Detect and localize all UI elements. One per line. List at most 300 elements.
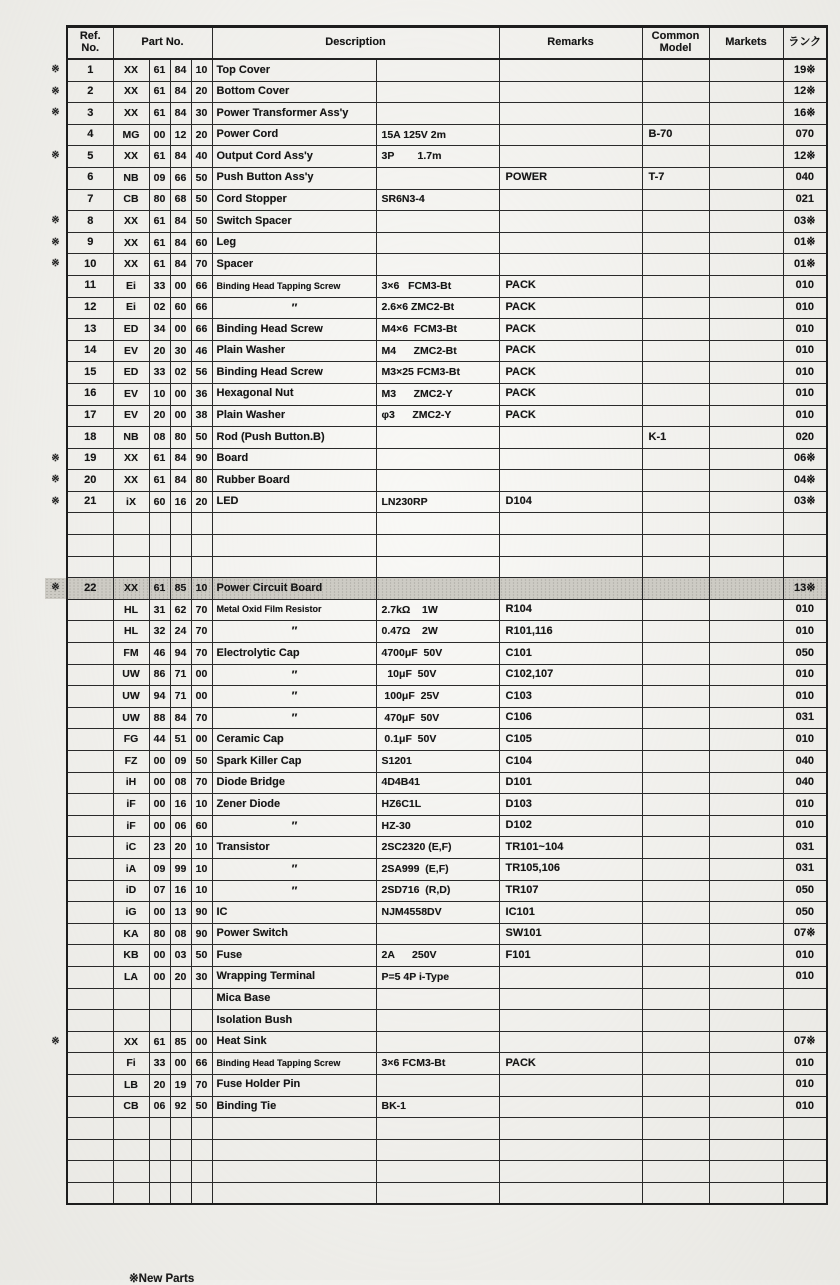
cell-part-no-seg3: 60 — [170, 297, 191, 319]
table-row — [45, 167, 827, 189]
cell-spec: M4 ZMC2-Bt — [376, 340, 499, 362]
cell-markets — [709, 383, 783, 405]
cell-markets — [709, 902, 783, 924]
cell-part-no-seg4: 50 — [191, 751, 212, 773]
cell-spec: 4700μF 50V — [376, 643, 499, 665]
header-remarks: Remarks — [499, 27, 642, 60]
cell-ref-no: 6 — [67, 167, 113, 189]
cell-part-no-seg3 — [170, 1010, 191, 1032]
table-row — [45, 729, 827, 751]
cell-part-no-seg3: 00 — [170, 319, 191, 341]
gutter-spacer — [45, 556, 67, 578]
cell-remarks: C101 — [499, 643, 642, 665]
cell-markets — [709, 535, 783, 557]
cell-remarks — [499, 1010, 642, 1032]
cell-part-no-seg1: KA — [113, 923, 149, 945]
table-row — [45, 1161, 827, 1183]
cell-common-model — [642, 146, 709, 168]
table-header-row — [45, 27, 827, 60]
header-description: Description — [212, 27, 499, 60]
table-row — [45, 772, 827, 794]
cell-part-no-seg2: 00 — [149, 902, 170, 924]
cell-rank: 010 — [783, 405, 827, 427]
cell-markets — [709, 297, 783, 319]
table-row — [45, 1182, 827, 1204]
cell-description — [212, 1182, 376, 1204]
cell-common-model — [642, 340, 709, 362]
cell-part-no-seg2: 61 — [149, 448, 170, 470]
cell-common-model — [642, 103, 709, 125]
cell-part-no-seg2: 80 — [149, 189, 170, 211]
cell-part-no-seg4: 50 — [191, 427, 212, 449]
cell-common-model — [642, 362, 709, 384]
cell-part-no-seg1: NB — [113, 167, 149, 189]
cell-common-model — [642, 1031, 709, 1053]
header-part-no: Part No. — [113, 27, 212, 60]
cell-part-no-seg4 — [191, 513, 212, 535]
cell-common-model — [642, 513, 709, 535]
cell-rank: 010 — [783, 319, 827, 341]
cell-spec: 2.6×6 ZMC2-Bt — [376, 297, 499, 319]
table-row — [45, 1010, 827, 1032]
cell-ref-no: 15 — [67, 362, 113, 384]
cell-markets — [709, 275, 783, 297]
cell-rank: 010 — [783, 599, 827, 621]
cell-spec: M3×25 FCM3-Bt — [376, 362, 499, 384]
cell-markets — [709, 621, 783, 643]
table-row — [45, 815, 827, 837]
cell-rank: 01※ — [783, 254, 827, 276]
cell-part-no-seg4: 50 — [191, 167, 212, 189]
new-part-mark: ※ — [51, 236, 60, 248]
cell-part-no-seg2: 00 — [149, 751, 170, 773]
cell-part-no-seg2: 61 — [149, 59, 170, 81]
cell-part-no-seg3: 03 — [170, 945, 191, 967]
cell-part-no-seg3: 84 — [170, 232, 191, 254]
cell-description: Binding Head Screw — [212, 362, 376, 384]
cell-rank: 03※ — [783, 491, 827, 513]
cell-remarks — [499, 988, 642, 1010]
table-row — [45, 794, 827, 816]
cell-markets — [709, 923, 783, 945]
cell-part-no-seg2: 20 — [149, 340, 170, 362]
cell-ref-no — [67, 1031, 113, 1053]
cell-common-model — [642, 751, 709, 773]
table-row — [45, 578, 827, 600]
cell-remarks: C103 — [499, 686, 642, 708]
cell-description: Transistor — [212, 837, 376, 859]
table-row — [45, 427, 827, 449]
cell-part-no-seg1: ED — [113, 319, 149, 341]
cell-common-model — [642, 405, 709, 427]
cell-ref-no: 11 — [67, 275, 113, 297]
cell-part-no-seg1 — [113, 1182, 149, 1204]
table-row — [45, 362, 827, 384]
cell-rank: 07※ — [783, 1031, 827, 1053]
cell-part-no-seg3: 84 — [170, 448, 191, 470]
cell-remarks: C105 — [499, 729, 642, 751]
cell-part-no-seg1 — [113, 988, 149, 1010]
new-part-mark: ※ — [51, 474, 60, 486]
cell-common-model — [642, 988, 709, 1010]
cell-part-no-seg1: XX — [113, 232, 149, 254]
cell-markets — [709, 966, 783, 988]
cell-part-no-seg3: 71 — [170, 664, 191, 686]
cell-part-no-seg3: 51 — [170, 729, 191, 751]
cell-remarks: PACK — [499, 297, 642, 319]
cell-description: Spacer — [212, 254, 376, 276]
new-part-mark: ※ — [51, 495, 60, 507]
cell-part-no-seg2: 00 — [149, 124, 170, 146]
cell-description: LED — [212, 491, 376, 513]
cell-common-model — [642, 1118, 709, 1140]
cell-description: IC — [212, 902, 376, 924]
cell-markets — [709, 599, 783, 621]
cell-part-no-seg4: 70 — [191, 772, 212, 794]
cell-part-no-seg4: 20 — [191, 491, 212, 513]
cell-part-no-seg2: 80 — [149, 923, 170, 945]
cell-markets — [709, 664, 783, 686]
cell-description: Power Transformer Ass'y — [212, 103, 376, 125]
cell-remarks: C106 — [499, 707, 642, 729]
cell-part-no-seg3: 08 — [170, 772, 191, 794]
cell-spec: M4×6 FCM3-Bt — [376, 319, 499, 341]
cell-ref-no: 22 — [67, 578, 113, 600]
cell-description: Plain Washer — [212, 405, 376, 427]
cell-part-no-seg3 — [170, 513, 191, 535]
cell-spec: 2SC2320 (E,F) — [376, 837, 499, 859]
cell-spec — [376, 578, 499, 600]
cell-common-model — [642, 383, 709, 405]
cell-part-no-seg1 — [113, 513, 149, 535]
cell-part-no-seg2: 02 — [149, 297, 170, 319]
cell-description: Bottom Cover — [212, 81, 376, 103]
cell-part-no-seg3: 84 — [170, 59, 191, 81]
cell-common-model — [642, 902, 709, 924]
table-row — [45, 1096, 827, 1118]
cell-rank: 12※ — [783, 81, 827, 103]
cell-part-no-seg3 — [170, 556, 191, 578]
new-part-mark: ※ — [45, 578, 67, 600]
cell-part-no-seg4 — [191, 535, 212, 557]
cell-description: Power Cord — [212, 124, 376, 146]
gutter-spacer — [45, 27, 67, 60]
cell-description: Rod (Push Button.B) — [212, 427, 376, 449]
table-row — [45, 1074, 827, 1096]
table-row — [45, 448, 827, 470]
table-row — [45, 211, 827, 233]
cell-part-no-seg2: 09 — [149, 858, 170, 880]
cell-rank: 050 — [783, 643, 827, 665]
cell-description: Heat Sink — [212, 1031, 376, 1053]
cell-part-no-seg2: 88 — [149, 707, 170, 729]
cell-common-model — [642, 189, 709, 211]
cell-markets — [709, 254, 783, 276]
cell-common-model — [642, 319, 709, 341]
cell-common-model — [642, 686, 709, 708]
cell-rank: 040 — [783, 167, 827, 189]
cell-markets — [709, 427, 783, 449]
cell-rank: 03※ — [783, 211, 827, 233]
cell-rank: 040 — [783, 751, 827, 773]
table-row — [45, 599, 827, 621]
cell-part-no-seg2: 61 — [149, 103, 170, 125]
cell-part-no-seg1: XX — [113, 59, 149, 81]
cell-rank: 010 — [783, 966, 827, 988]
cell-description: ″ — [212, 858, 376, 880]
cell-part-no-seg2: 60 — [149, 491, 170, 513]
cell-part-no-seg3 — [170, 1182, 191, 1204]
cell-ref-no: 17 — [67, 405, 113, 427]
cell-spec: M3 ZMC2-Y — [376, 383, 499, 405]
cell-spec — [376, 988, 499, 1010]
cell-ref-no: 2 — [67, 81, 113, 103]
cell-part-no-seg4: 66 — [191, 297, 212, 319]
table-row — [45, 621, 827, 643]
cell-remarks: PACK — [499, 340, 642, 362]
cell-part-no-seg2: 33 — [149, 1053, 170, 1075]
cell-remarks: D102 — [499, 815, 642, 837]
cell-rank: 010 — [783, 945, 827, 967]
cell-markets — [709, 1182, 783, 1204]
gutter-spacer — [45, 988, 67, 1010]
cell-markets — [709, 189, 783, 211]
cell-part-no-seg2: 86 — [149, 664, 170, 686]
cell-rank — [783, 556, 827, 578]
cell-spec: φ3 ZMC2-Y — [376, 405, 499, 427]
cell-common-model — [642, 837, 709, 859]
cell-description — [212, 1161, 376, 1183]
cell-markets — [709, 1010, 783, 1032]
cell-part-no-seg1: CB — [113, 189, 149, 211]
table-row — [45, 81, 827, 103]
cell-remarks: PACK — [499, 1053, 642, 1075]
cell-description: Ceramic Cap — [212, 729, 376, 751]
cell-part-no-seg3: 16 — [170, 880, 191, 902]
cell-part-no-seg1: UW — [113, 707, 149, 729]
cell-spec — [376, 81, 499, 103]
cell-spec: 3P 1.7m — [376, 146, 499, 168]
cell-ref-no — [67, 1161, 113, 1183]
cell-rank: 010 — [783, 794, 827, 816]
cell-description — [212, 1118, 376, 1140]
cell-part-no-seg2 — [149, 535, 170, 557]
cell-part-no-seg3: 99 — [170, 858, 191, 880]
cell-part-no-seg1: XX — [113, 578, 149, 600]
header-ref-line2: No. — [81, 42, 100, 54]
cell-markets — [709, 643, 783, 665]
cell-part-no-seg2: 33 — [149, 362, 170, 384]
new-part-mark: ※ — [51, 63, 60, 75]
cell-description: Binding Head Tapping Screw — [212, 275, 376, 297]
gutter-spacer — [45, 1161, 67, 1183]
cell-remarks — [499, 146, 642, 168]
cell-description: Binding Tie — [212, 1096, 376, 1118]
gutter-spacer — [45, 815, 67, 837]
cell-part-no-seg3: 20 — [170, 966, 191, 988]
cell-part-no-seg2 — [149, 1118, 170, 1140]
cell-spec: 0.1μF 50V — [376, 729, 499, 751]
cell-rank: 010 — [783, 686, 827, 708]
cell-common-model — [642, 599, 709, 621]
table-row — [45, 124, 827, 146]
cell-spec — [376, 232, 499, 254]
cell-part-no-seg1: Fi — [113, 1053, 149, 1075]
cell-part-no-seg4: 70 — [191, 599, 212, 621]
cell-part-no-seg2: 08 — [149, 427, 170, 449]
cell-ref-no — [67, 858, 113, 880]
cell-part-no-seg4: 30 — [191, 966, 212, 988]
table-row — [45, 858, 827, 880]
cell-description: Mica Base — [212, 988, 376, 1010]
cell-spec: 15A 125V 2m — [376, 124, 499, 146]
cell-spec: 100μF 25V — [376, 686, 499, 708]
cell-rank — [783, 1118, 827, 1140]
cell-spec: 470μF 50V — [376, 707, 499, 729]
cell-part-no-seg3: 84 — [170, 254, 191, 276]
cell-common-model — [642, 729, 709, 751]
cell-rank: 01※ — [783, 232, 827, 254]
cell-part-no-seg2 — [149, 1182, 170, 1204]
cell-rank — [783, 1139, 827, 1161]
cell-spec: 0.47Ω 2W — [376, 621, 499, 643]
cell-part-no-seg3: 13 — [170, 902, 191, 924]
cell-rank: 010 — [783, 362, 827, 384]
cell-ref-no — [67, 686, 113, 708]
cell-ref-no — [67, 643, 113, 665]
cell-part-no-seg3: 85 — [170, 578, 191, 600]
cell-rank: 021 — [783, 189, 827, 211]
cell-rank: 010 — [783, 664, 827, 686]
cell-ref-no: 1 — [67, 59, 113, 81]
cell-part-no-seg2: 61 — [149, 1031, 170, 1053]
cell-markets — [709, 211, 783, 233]
table-row — [45, 513, 827, 535]
cell-markets — [709, 448, 783, 470]
table-row — [45, 383, 827, 405]
cell-spec — [376, 923, 499, 945]
cell-ref-no — [67, 794, 113, 816]
cell-part-no-seg1: FG — [113, 729, 149, 751]
cell-common-model — [642, 945, 709, 967]
cell-ref-no — [67, 556, 113, 578]
cell-part-no-seg1: HL — [113, 621, 149, 643]
cell-part-no-seg3: 66 — [170, 167, 191, 189]
cell-part-no-seg3: 84 — [170, 470, 191, 492]
cell-part-no-seg2: 00 — [149, 794, 170, 816]
cell-spec — [376, 470, 499, 492]
cell-remarks: PACK — [499, 405, 642, 427]
cell-part-no-seg2: 46 — [149, 643, 170, 665]
gutter-spacer — [45, 427, 67, 449]
cell-markets — [709, 1031, 783, 1053]
cell-part-no-seg1: FZ — [113, 751, 149, 773]
cell-markets — [709, 988, 783, 1010]
cell-part-no-seg1 — [113, 1161, 149, 1183]
cell-part-no-seg3: 84 — [170, 81, 191, 103]
cell-description — [212, 513, 376, 535]
cell-markets — [709, 772, 783, 794]
cell-part-no-seg4: 70 — [191, 621, 212, 643]
cell-markets — [709, 686, 783, 708]
cell-description: Power Circuit Board — [212, 578, 376, 600]
cell-part-no-seg3 — [170, 1161, 191, 1183]
cell-part-no-seg1: XX — [113, 470, 149, 492]
cell-part-no-seg2: 61 — [149, 232, 170, 254]
table-row — [45, 59, 827, 81]
gutter-spacer — [45, 513, 67, 535]
cell-ref-no: 9 — [67, 232, 113, 254]
cell-remarks: C104 — [499, 751, 642, 773]
cell-rank: 04※ — [783, 470, 827, 492]
cell-description: ″ — [212, 297, 376, 319]
header-model-line1: Common — [651, 30, 700, 43]
table-row — [45, 319, 827, 341]
cell-part-no-seg1: HL — [113, 599, 149, 621]
header-markets: Markets — [709, 27, 783, 60]
cell-ref-no — [67, 1074, 113, 1096]
table-row — [45, 275, 827, 297]
cell-part-no-seg2: 61 — [149, 146, 170, 168]
cell-part-no-seg1: CB — [113, 1096, 149, 1118]
cell-ref-no: 7 — [67, 189, 113, 211]
cell-part-no-seg1 — [113, 1010, 149, 1032]
table-row — [45, 664, 827, 686]
gutter-spacer — [45, 189, 67, 211]
cell-common-model — [642, 535, 709, 557]
gutter-spacer — [45, 707, 67, 729]
gutter-spacer — [45, 621, 67, 643]
cell-rank: 010 — [783, 1053, 827, 1075]
cell-description — [212, 535, 376, 557]
cell-description: Binding Head Tapping Screw — [212, 1053, 376, 1075]
cell-part-no-seg4: 30 — [191, 103, 212, 125]
cell-common-model — [642, 621, 709, 643]
cell-common-model — [642, 275, 709, 297]
cell-part-no-seg1: NB — [113, 427, 149, 449]
cell-part-no-seg1: iX — [113, 491, 149, 513]
cell-markets — [709, 1118, 783, 1140]
gutter-spacer — [45, 1118, 67, 1140]
cell-part-no-seg3 — [170, 1139, 191, 1161]
cell-ref-no: 10 — [67, 254, 113, 276]
cell-description: Cord Stopper — [212, 189, 376, 211]
gutter-spacer — [45, 923, 67, 945]
cell-part-no-seg2: 07 — [149, 880, 170, 902]
header-ref-line1: Ref. — [79, 30, 101, 43]
cell-common-model — [642, 794, 709, 816]
cell-part-no-seg4: 90 — [191, 902, 212, 924]
cell-common-model — [642, 1161, 709, 1183]
cell-part-no-seg1: KB — [113, 945, 149, 967]
cell-ref-no — [67, 707, 113, 729]
cell-ref-no: 13 — [67, 319, 113, 341]
cell-remarks: PACK — [499, 275, 642, 297]
cell-ref-no — [67, 1053, 113, 1075]
cell-part-no-seg2: 10 — [149, 383, 170, 405]
cell-part-no-seg3: 09 — [170, 751, 191, 773]
gutter-spacer — [45, 945, 67, 967]
cell-remarks — [499, 189, 642, 211]
cell-common-model — [642, 1182, 709, 1204]
cell-part-no-seg2: 61 — [149, 211, 170, 233]
cell-common-model — [642, 966, 709, 988]
cell-description: Diode Bridge — [212, 772, 376, 794]
cell-description — [212, 1139, 376, 1161]
cell-spec: HZ-30 — [376, 815, 499, 837]
cell-part-no-seg4: 50 — [191, 211, 212, 233]
cell-ref-no — [67, 535, 113, 557]
